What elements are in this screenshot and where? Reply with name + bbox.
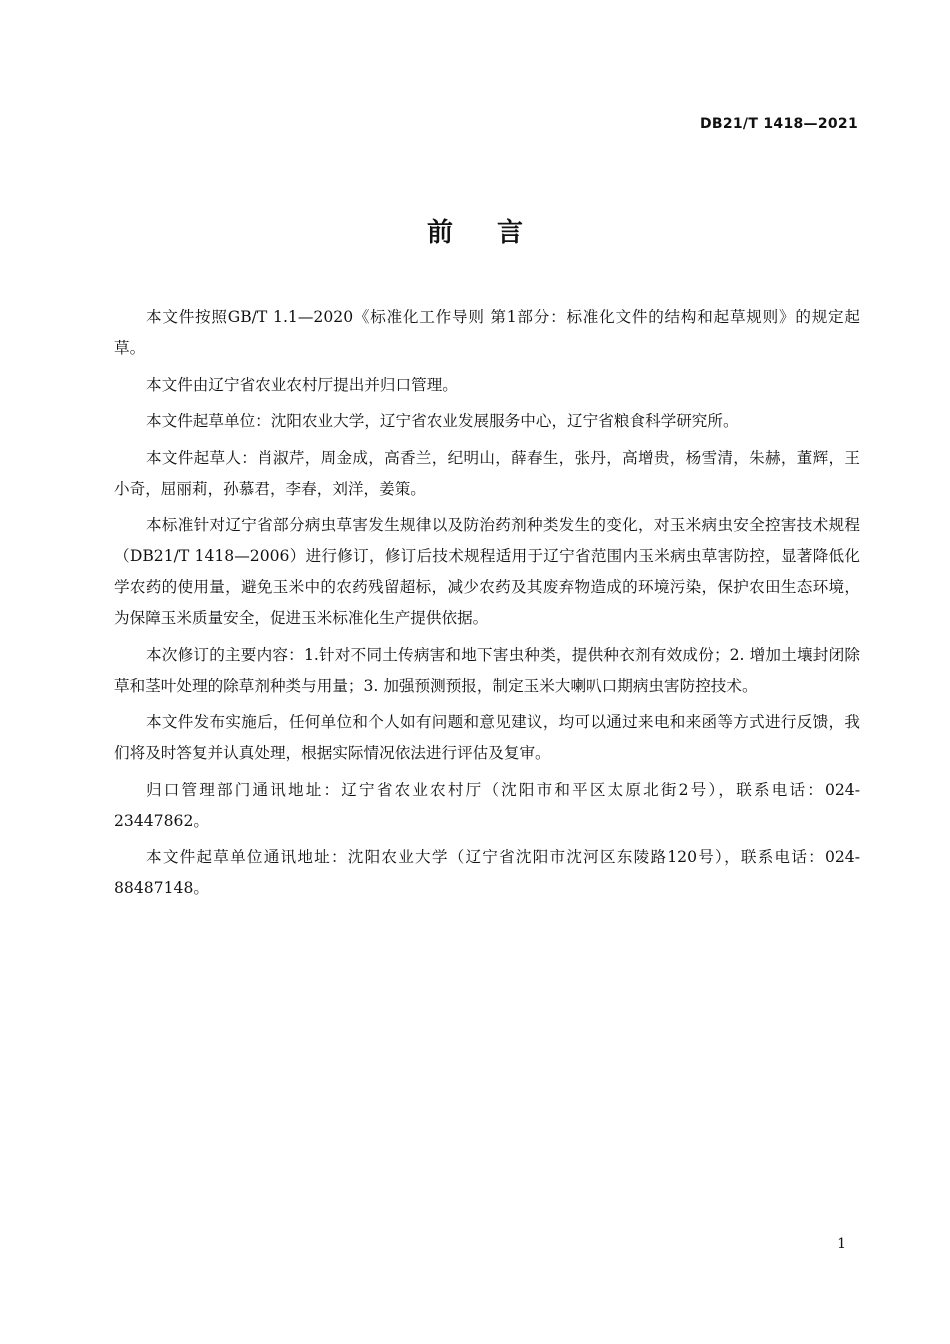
paragraph-feedback: 本文件发布实施后，任何单位和个人如有问题和意见建议，均可以通过来电和来函等方式进行反馈，我们将及时答复并认真处理，根据实际情况依法进行评估及复审。 bbox=[114, 713, 860, 762]
paragraph-purpose: 本标准针对辽宁省部分病虫草害发生规律以及防治药剂种类发生的变化，对玉米病虫安全控害技术规程（DB21/T 1418—2006）进行修订，修订后技术规程适用于辽宁省范围内玉米病虫草害防控，显著降低化学农药的使用量，避免玉米中的农药残留超标，减少农药及其废弃物造成的环境污染，保护农田生态环境，为保障玉米质量安全，促进玉米标准化生产提供依据。 bbox=[114, 516, 860, 627]
foreword-body bbox=[114, 302, 860, 910]
paragraph-proposer: 本文件由辽宁省农业农村厅提出并归口管理。 bbox=[146, 375, 458, 394]
paragraph-admin-contact: 归口管理部门通讯地址：辽宁省农业农村厅（沈阳市和平区太原北街2号），联系电话：024-23447862。 bbox=[114, 780, 860, 830]
paragraph-revisions: 本次修订的主要内容：1.针对不同土传病害和地下害虫种类，提供种衣剂有效成份；2. 增加土壤封闭除草和茎叶处理的除草剂种类与用量；3. 加强预测预报，制定玉米大喇叭口期病虫害防控技术。 bbox=[114, 645, 860, 695]
page-number: 1 bbox=[837, 1236, 846, 1252]
paragraph-drafters: 本文件起草人：肖淑芹，周金成，高香兰，纪明山，薛春生，张丹，高增贵，杨雪清，朱赫，董辉，王小奇，屈丽莉，孙慕君，李春，刘洋，姜策。 bbox=[114, 448, 860, 498]
paragraph-drafter-contact: 本文件起草单位通讯地址：沈阳农业大学（辽宁省沈阳市沈河区东陵路120号），联系电话：024-88487148。 bbox=[114, 848, 860, 897]
document-code: DB21/T 1418—2021 bbox=[699, 116, 858, 132]
paragraph-drafting-rules: 本文件按照GB/T 1.1—2020《标准化工作导则 第1部分：标准化文件的结构和起草规则》的规定起草。 bbox=[114, 308, 860, 357]
page-title: 前言 bbox=[426, 218, 567, 248]
paragraph-drafting-units: 本文件起草单位：沈阳农业大学，辽宁省农业发展服务中心，辽宁省粮食科学研究所。 bbox=[146, 412, 739, 430]
